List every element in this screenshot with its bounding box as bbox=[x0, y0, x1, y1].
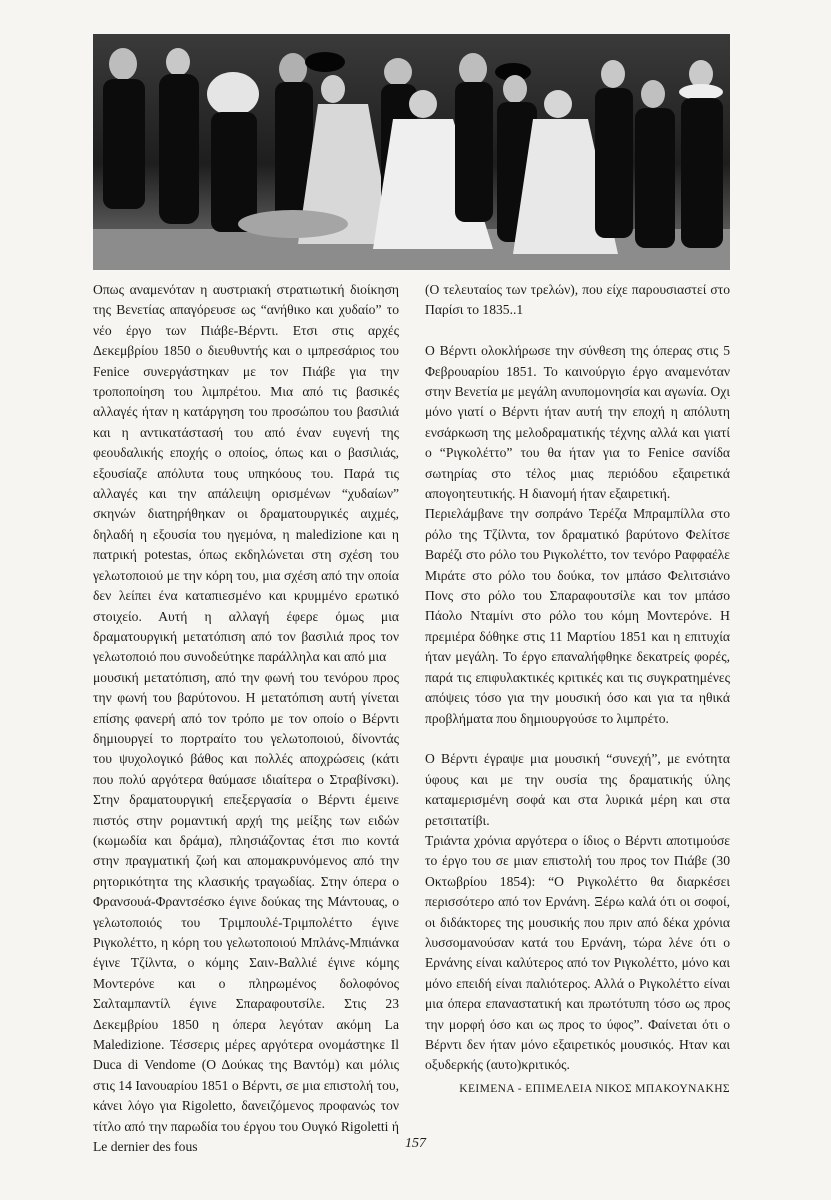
paragraph: Περιελάμβανε την σοπράνο Τερέζα Μπραμπίλλα στο ρόλο της Τζίλντα, τον δραματικό βαρύτονο Φελίτσε Βαρέζι στο ρόλο του Ριγκολέττο, τον τενόρο Ραφφαέλε Μιράτε στο ρόλο του δούκα, τον μπάσο Φελιτσιάνο Πονς στο ρόλο του Σπαραφουτσίλε και τον μπάσο Πάολο Νταμίνι στο ρόλο του κόμη Μοντερόνε. Η πρεμιέρα δόθηκε στις 11 Μαρτίου 1851 και η επιτυχία ήταν μεγάλη. Το έργο επαναλήφθηκε δεκατρείς φορές, παρά τις επιφυλακτικές κριτικές και τις συγκρατημένες απόψεις τόσο για την μουσική όσο και για τα ηθικά προβλήματα που δημιουργούσε το λιμπρέτο. bbox=[425, 506, 730, 726]
text-column-left bbox=[93, 280, 399, 1157]
paragraph: (Ο τελευταίος των τρελών), που είχε παρουσιαστεί στο Παρίσι το 1835..1 bbox=[425, 282, 730, 318]
page-number: 157 bbox=[405, 1136, 426, 1151]
paragraph: Οπως αναμενόταν η αυστριακή στρατιωτική διοίκηση της Βενετίας απαγόρευσε ως “ανήθικο και χυδαίο” το νέο έργο των Πιάβε-Βέρντι. Ετσι στις αρχές Δεκεμβρίου 1850 ο διευθυντής και ο ιμπρεσάριος του Fenice συνεργάστηκαν με τον Πιάβε για την τροποποίηση του λιμπρέτου. Μια από τις βασικές αλλαγές ήταν η κατάργηση του προσώπου του βασιλιά και η αντικατάστασή του από έναν ευγενή της φεουδαλικής εποχής ο οποίος, όπως και ο βασιλιάς, εξουσίαζε απόλυτα τους υπηκόους του. Παρά τις αλλαγές και την απάλειψη ορισμένων “χυδαίων” σκηνών διατηρήθηκαν οι δραματουργικές αιχμές, δηλαδή η εξουσία του ηγεμόνα, η maledizione και η πατρική potestas, όπως εκδηλώνεται στη σχέση του γελωτοποιού με την κόρη του, μια σχέση από την οποία δεν λείπει ένα καταπιεσμένο και κρυμμένο ερωτικό στοιχείο. Αυτή η αλλαγή έφερε όμως μια δραματουργική μετατόπιση από τον βασιλιά προς τον γελωτοποιό που συνοδεύτηκε παράλληλα και από μια bbox=[93, 282, 399, 665]
paragraph: Ο Βέρντι ολοκλήρωσε την σύνθεση της όπερας στις 5 Φεβρουαρίου 1851. Το καινούργιο έργο αναμενόταν στην Βενετία με μεγάλη ανυπομονησία και αγωνία. Οχι μόνο γιατί ο Βέρντι ήταν αυτή την εποχή η απόλυτη ενσάρκωση της μελοδραματικής τέχνης αλλά και γιατί ο “Ριγκολέττο” του θα ήταν για το Fenice σανίδα σωτηρίας στο τέλος μιας περιόδου εξαιρετικά απογοητευτικής. Η διανομή ήταν εξαιρετική. bbox=[425, 343, 730, 502]
paragraph: μουσική μετατόπιση, από την φωνή του τενόρου προς την φωνή του βαρύτονου. Η μετατόπιση αυτή γίνεται επίσης φανερή από τον τρόπο με τον οποίο ο Βέρντι δημιουργεί το πορτραίτο του γελωτοποιού, δίνοντάς του ψυχολογικό βάθος και πολλές αποχρώσεις (κάτι που πολύ αργότερα θαύμασε ιδιαίτερα ο Στραβίνσκι). Στην δραματουργική επεξεργασία ο Βέρντι έμεινε πιστός στην ρομαντική αρχή της μείξης των ειδών (κωμωδία και δράμα), πλησιάζοντας έτσι πιο κοντά στην πραγματική ζωή και απομακρυνόμενος από την ρητορικότητα της κλασικής τραγωδίας. Στην όπερα ο Φρανσουά-Φραντσέσκο έγινε δούκας της Μάντουας, ο γελωτοποιός του Τριμπουλέ-Τριμπολέττο έγινε Ριγκολέττο, η κόρη του γελωτοποιού Μπλάνς-Μπιάνκα έγινε Τζίλντα, ο κόμης Σαιν-Βαλλιέ έγινε κόμης Μοντερόνε και ο πληρωμένος δολοφόνος Σαλταμπαντίλ έγινε Σπαραφουτσίλε. Στις 23 Δεκεμβρίου 1850 η όπερα λεγόταν ακόμη La Maledizione. Τέσσερις μέρες αργότερα ονομάστηκε Il Duca di Vendome (Ο Δούκας της Βαντόμ) και μόλις στις 14 Ιανουαρίου 1851 ο Βέρντι, σε μια επιστολή του, κάνει λόγο για Rigoletto, δανειζόμενος προφανώς τον τίτλο από την παρωδία του έργου του Ουγκό Rigoletti ή Le dernier des fous bbox=[93, 669, 399, 1155]
paragraph: Ο Βέρντι έγραψε μια μουσική “συνεχή”, με ενότητα ύφους και με την ουσία της δραματικής ύλης καταμερισμένη σοφά και στα λυρικά μέρη και στα ρετσιτατίβι. bbox=[425, 751, 730, 828]
editor-credit: ΚΕΙΜΕΝΑ - ΕΠΙΜΕΛΕΙΑ ΝΙΚΟΣ ΜΠΑΚΟΥΝΑΚΗΣ bbox=[459, 1083, 730, 1095]
text-column-right bbox=[425, 280, 730, 1076]
paragraph: Τριάντα χρόνια αργότερα ο ίδιος ο Βέρντι αποτιμούσε το έργο του σε μιαν επιστολή του προς τον Πιάβε (30 Οκτωβρίου 1854): “Ο Ριγκολέττο θα διαρκέσει περισσότερο από τον Ερνάνη. Ξέρω καλά ότι οι σοφοί, οι διδάκτορες της μουσικής που πριν από δέκα χρόνια λυσσομανούσαν κατά του Ερνάνη, τώρα λένε ότι ο Ερνάνης είναι καλύτερος από τον Ριγκολέττο, μόνο και μόνο επειδή είναι παλιότερος. Αλλά ο Ριγκολέττο είναι μια όπερα επαναστατική και πρωτότυπη τόσο ως προς την μορφή όσο και ως προς το ύφος”. Φαίνεται ότι ο Βέρντι δεν ήταν μόνο εξαιρετικός μουσικός. Ηταν και οξυδερκής (αυτο)κριτικός. bbox=[425, 832, 730, 1073]
opera-stage-photo bbox=[93, 34, 730, 270]
